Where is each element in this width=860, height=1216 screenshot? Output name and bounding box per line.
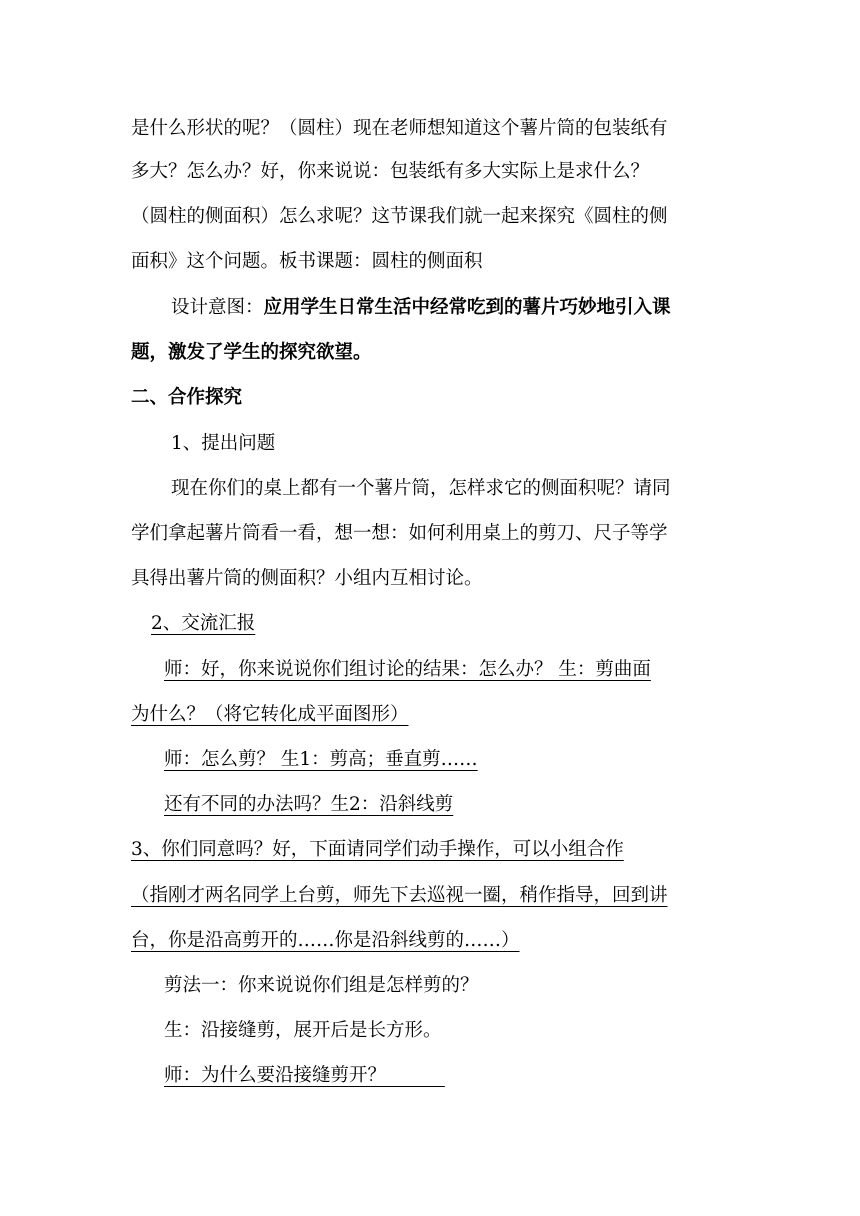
dialogue-line-7: 台，你是沿高剪开的……你是沿斜线剪的……） xyxy=(131,930,520,951)
section-heading: 二、合作探究 xyxy=(131,387,243,408)
paragraph-line-5: 现在你们的桌上都有一个薯片筒，怎样求它的侧面积呢？请同 xyxy=(171,478,671,499)
design-intent-label: 设计意图： xyxy=(171,297,264,318)
dialogue-line-2: 为什么？（将它转化成平面图形） xyxy=(131,704,409,725)
design-intent-line-2: 题，激发了学生的探究欲望。 xyxy=(131,342,372,363)
dialogue-line-6: （指刚才两名同学上台剪，师先下去巡视一圈，稍作指导，回到讲 xyxy=(131,885,668,906)
dialogue-line-1: 师：好，你来说说你们组讨论的结果：怎么办？ 生：剪曲面 xyxy=(164,659,651,680)
dialogue-line-5: 3、你们同意吗？好，下面请同学们动手操作，可以小组合作 xyxy=(131,839,624,860)
subheading-raise-question: 1、提出问题 xyxy=(171,433,276,454)
dialogue-line-4: 还有不同的办法吗？生2：沿斜线剪 xyxy=(164,794,454,815)
design-intent-line-1 xyxy=(171,296,671,320)
paragraph-line-2: 多大？怎么办？好，你来说说：包装纸有多大实际上是求什么？ xyxy=(131,161,650,182)
paragraph-line-3: （圆柱的侧面积）怎么求呢？这节课我们就一起来探究《圆柱的侧 xyxy=(131,206,668,227)
student-answer: 生：沿接缝剪，展开后是长方形。 xyxy=(164,1020,442,1041)
paragraph-line-7: 具得出薯片筒的侧面积？小组内互相讨论。 xyxy=(131,568,483,589)
paragraph-line-1: 是什么形状的呢？（圆柱）现在老师想知道这个薯片筒的包装纸有 xyxy=(131,118,668,139)
teacher-question: 师：为什么要沿接缝剪开？ xyxy=(164,1065,445,1086)
subheading-exchange-report: 2、交流汇报 xyxy=(151,613,256,634)
paragraph-line-6: 学们拿起薯片筒看一看，想一想：如何利用桌上的剪刀、尺子等学 xyxy=(131,523,668,544)
design-intent-text: 应用学生日常生活中经常吃到的薯片巧妙地引入课 xyxy=(263,297,671,318)
cut-method-one: 剪法一：你来说说你们组是怎样剪的？ xyxy=(164,975,479,996)
paragraph-line-4: 面积》这个问题。板书课题：圆柱的侧面积 xyxy=(131,251,483,272)
dialogue-line-3: 师：怎么剪？ 生1：剪高；垂直剪…… xyxy=(164,749,478,770)
